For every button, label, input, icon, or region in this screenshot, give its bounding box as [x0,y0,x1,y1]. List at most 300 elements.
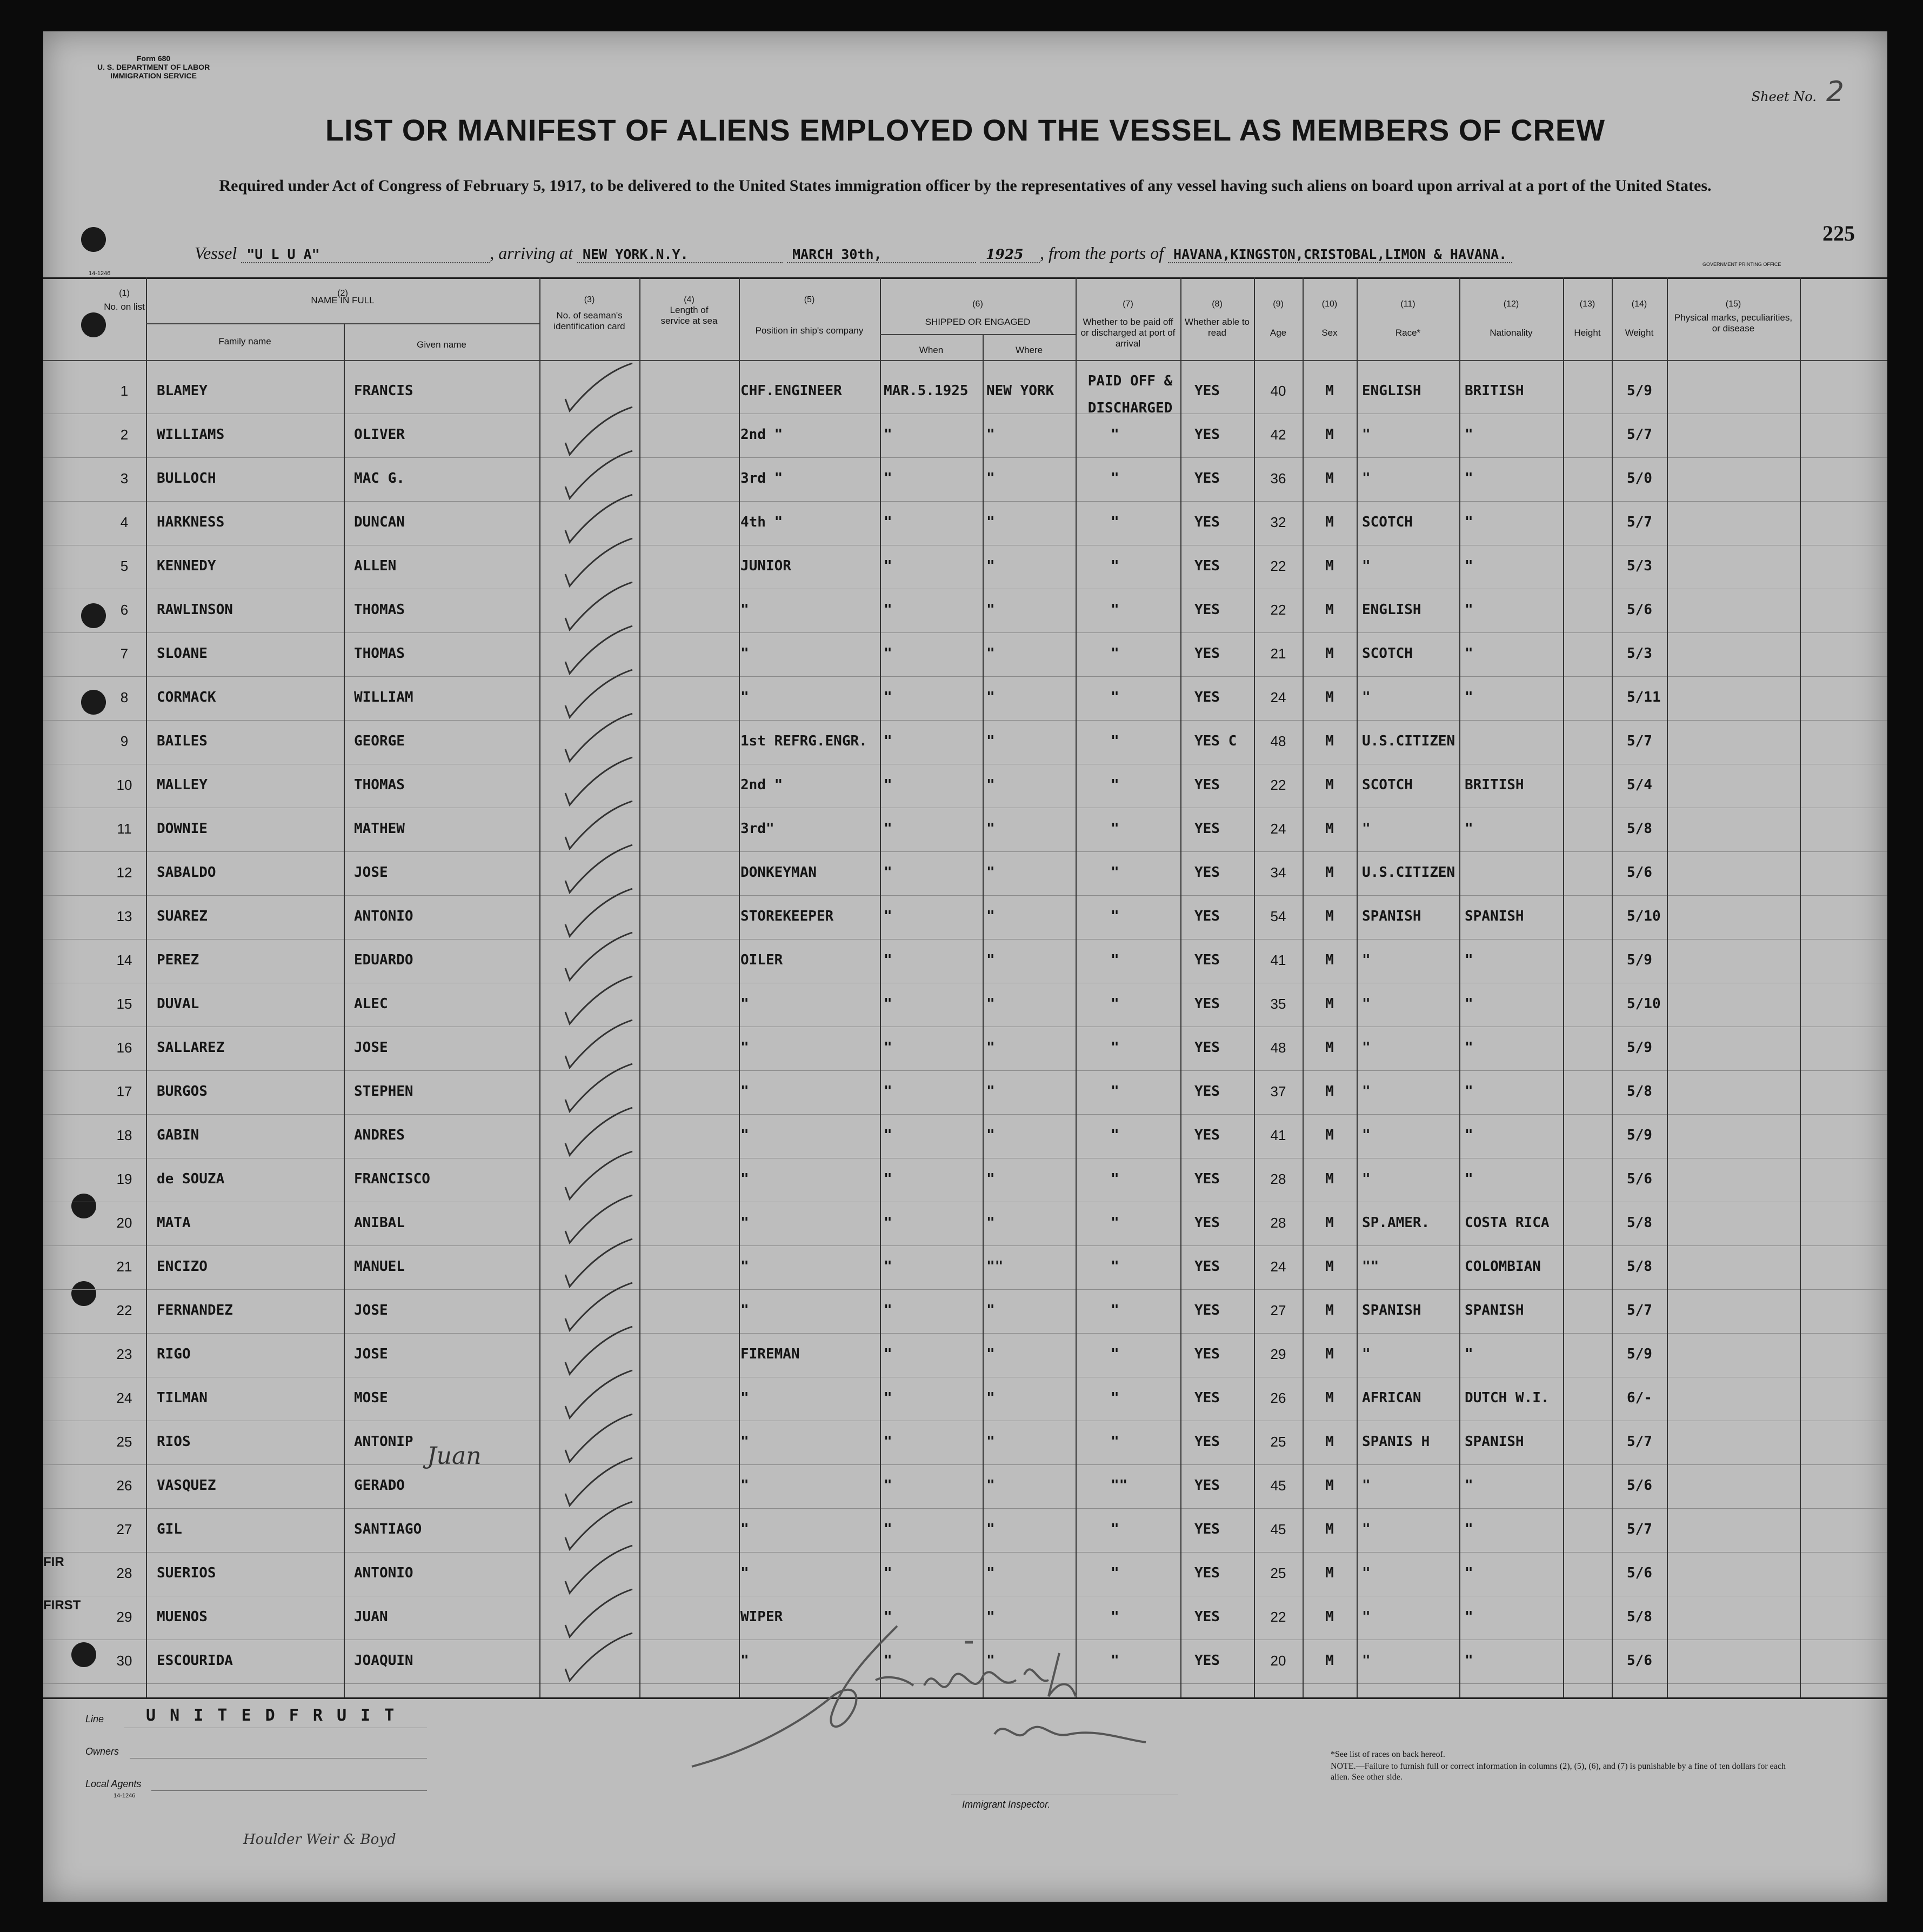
family-name: SLOANE [157,645,208,662]
race: " [1362,470,1371,487]
col-header-age: Age [1270,328,1287,338]
paid-off: " [1111,1390,1119,1406]
given-name: JOSE [354,864,388,881]
shipped-where: " [986,908,995,924]
given-name: OLIVER [354,427,405,443]
col-divider [983,334,984,1697]
sex: M [1325,733,1334,749]
age: 42 [1270,427,1286,443]
agents-code: 14-1246 [113,1793,136,1799]
family-name: VASQUEZ [157,1477,216,1494]
position: " [740,1083,749,1100]
age: 27 [1270,1302,1286,1318]
age: 21 [1270,645,1286,662]
shipped-where: " [986,1346,995,1362]
nationality: " [1465,514,1473,530]
col-divider [1357,277,1358,1697]
paid-off: " [1111,821,1119,837]
shipped-where: " [986,514,995,530]
sex: M [1325,1653,1334,1669]
height: 5/0 [1627,470,1652,487]
given-name: THOMAS [354,602,405,618]
race: SCOTCH [1362,777,1413,793]
race: " [1362,1083,1371,1100]
able-to-read: YES [1194,1215,1220,1231]
row-number: 16 [116,1040,132,1056]
table-top-rule [43,277,1887,279]
sex: M [1325,908,1334,924]
shipped-where: " [986,1083,995,1100]
sex: M [1325,1390,1334,1406]
race: " [1362,1346,1371,1362]
row-number: 19 [116,1171,132,1187]
line-value: U N I T E D F R U I T [146,1706,397,1725]
shipped-when: " [884,1171,892,1187]
paid-off: " [1111,996,1119,1012]
paid-off: " [1111,864,1119,881]
height: 5/4 [1627,777,1652,793]
race: SPANISH [1362,908,1421,924]
shipped-when: " [884,645,892,662]
position: " [740,1653,749,1669]
paid-off: " [1111,777,1119,793]
row-number: 8 [120,689,129,705]
row-rule [43,720,1887,721]
family-name: CORMACK [157,689,216,705]
shipped-where: " [986,1609,995,1625]
age: 34 [1270,864,1286,881]
height: 5/8 [1627,1083,1652,1100]
row-number: 2 [120,427,129,443]
shipped-where: " [986,645,995,662]
col-header-shipped: SHIPPED OR ENGAGED [925,317,1031,327]
shipped-when: " [884,777,892,793]
race: " [1362,1171,1371,1187]
sex: M [1325,689,1334,705]
paid-off: " [1111,908,1119,924]
check-mark [562,1631,638,1685]
shipped-when: MAR.5.1925 [884,383,969,399]
sex: M [1325,777,1334,793]
position: WIPER [740,1609,783,1625]
race: ENGLISH [1362,602,1421,618]
shipped-where: " [986,427,995,443]
paid-off: " [1111,1171,1119,1187]
paid-off: " [1111,1565,1119,1581]
height: 5/11 [1627,689,1661,705]
given-name: MANUEL [354,1258,405,1275]
family-name: BULLOCH [157,470,216,487]
able-to-read: YES [1194,996,1220,1012]
given-name: MOSE [354,1390,388,1406]
position: " [740,1127,749,1143]
position: 2nd " [740,777,783,793]
shipped-where: " [986,1302,995,1318]
paid-off: " [1111,558,1119,574]
age: 40 [1270,383,1286,399]
shipped-when: " [884,733,892,749]
manifest-sheet: Form 680 U. S. DEPARTMENT OF LABOR IMMIGRATION SERVICE Sheet No. 2 LIST OR MANIFEST OF ALIENS EMPLOYED ON THE VESSEL AS MEMBERS OF CREW Required under Act of Congress of February 5, 1917, to be delivered to the United States immigration officer by the representatives of any vessel having such aliens on board upon arrival at a port of the United States. 225 Vessel "U L U A" , arriving at NEW YORK.N.Y. MARCH 30th, 1925 , from the ports of HAVANA,KINGSTON,CRISTOBAL,LIMON & HAVANA. 14-1246 GOVERNMENT PRINTING OFFICE (1) No. on list (2) NAME IN FULL Family name Given name (3) No. of seaman's identification card (4) Length of service at sea (5) Position in ship's company (6) SHIPPED OR ENGAGED When Where (7) Whether to be paid off or discharged at port of arrival (8) Whether able to read (9) Age (10) Sex (11) Race* (12) Nationality (13) Height (14) Weight (15) Physical marks, peculiarities, or disease PAID OFF & DISCHARGED 1 BLAMEY FRANCIS CHF.ENGINEER MAR.5.1925 NEW YORK YES 40 M ENGLISH BRITISH 5/9 2 WILLIAMS OLIVER 2nd " " " " YES 42 M " " 5/7 3 BULLOCH MAC G. 3rd " " " " YES 36 M " " 5/0 4 HARKNESS DUNCAN 4th " " " " YES 32 M SCOTCH " 5/7 5 KENNEDY ALLEN JUNIOR " " " YES 22 M " " 5/3 6 RAWLINSON THOMAS " " " " YES 22 M ENGLISH " 5/6 7 SLOANE THOMAS " " " " YES 21 M SCOTCH " 5/3 8 CORMACK WILLIAM " " " " YES 24 M " " 5/11 9 BAILES GEORGE 1st REFRG.ENGR. " " " YES C 48 M U.S.CITIZEN 5/7 10 MALLEY THOMAS 2nd " " " " YES 22 M SCOTCH BRITISH 5/4 11 DOWNIE MATHEW 3rd" " " " YES 24 M " " 5/8 12 SABALDO JOSE DONKEYMAN " " " YES 34 M U.S.CITIZEN 5/6 13 SUAREZ ANTONIO STOREKEEPER " " " YES 54 M SPANISH SPANISH 5/10 14 PEREZ EDUARDO OILER " " " YES 41 M " " 5/9 15 DUVAL ALEC " " " " YES 35 M " " 5/10 16 SALLAREZ JOSE " " " " YES 48 M " " 5/9 17 BURGOS STEPHEN " " " " YES 37 M " " 5/8 18 GABIN ANDRES " " " " YES 41 M " " 5/9 19 de SOUZA FRANCISCO " " " " YES 28 M " " 5/6 20 MATA ANIBAL " " " " YES 28 M SP.AMER. COSTA RICA 5/8 21 ENCIZO MANUEL " " "" " YES 24 M "" COLOMBIAN 5/8 22 FERNANDEZ JOSE " " " " YES 27 M SPANISH SPANISH 5/7 23 RIGO JOSE FIREMAN " " " YES 29 M " " 5/9 24 TILMAN MOSE " " " " YES 26 M AFRICAN DUTCH W.I. 6/- 25 RIOS ANTONIP " " " " YES 25 M SPANIS H SPANISH 5/7 26 VASQUEZ GERADO " " " "" YES 45 M " " 5/6 27 GIL SANTIAGO " " " " YES 45 M " " 5/7 28 SUERIOS ANTONIO " " " " YES 25 M " " 5/6 29 MUENOS JUAN WIPER " " " YES 22 M " " 5/8 30 ESCOURIDA JOAQUIN " " " " YES 20 M " " 5/6 Juan FIR FIRST Line U N I T E D F R U I T Owners Local Agents 14-1246 Immigrant Inspector. *See list of races on back hereof. NOTE.—Failure to furnish full or correct information in columns (2), (5), (6), and (7) is punishable by a fine of ten dollars for each alien. See other side. Houlder Weir & Boyd [43,31,1887,1902]
col-header-family: Family name [218,336,271,347]
sex: M [1325,1215,1334,1231]
agents-underline [151,1790,427,1791]
shipped-when: " [884,1258,892,1275]
family-name: KENNEDY [157,558,216,574]
able-to-read: YES [1194,1653,1220,1669]
height: 5/6 [1627,1565,1652,1581]
paid-off: " [1111,645,1119,662]
height: 5/7 [1627,427,1652,443]
able-to-read: YES [1194,383,1220,399]
given-name: GEORGE [354,733,405,749]
family-name: MUENOS [157,1609,208,1625]
able-to-read: YES [1194,821,1220,837]
nationality: DUTCH W.I. [1465,1390,1550,1406]
nationality: " [1465,602,1473,618]
shipped-where: " [986,1390,995,1406]
col-divider [639,277,640,1697]
height: 5/10 [1627,908,1661,924]
given-name: ANIBAL [354,1215,405,1231]
given-name: DUNCAN [354,514,405,530]
shipped-where: " [986,1171,995,1187]
family-name: FERNANDEZ [157,1302,233,1318]
given-name: GERADO [354,1477,405,1494]
able-to-read: YES [1194,1258,1220,1275]
sex: M [1325,1302,1334,1318]
paid-off: " [1111,1653,1119,1669]
age: 24 [1270,1258,1286,1275]
age: 41 [1270,1127,1286,1143]
height: 5/9 [1627,1346,1652,1362]
nationality: COLOMBIAN [1465,1258,1541,1275]
given-name: ANTONIO [354,908,413,924]
given-name: ALEC [354,996,388,1012]
paid-off: " [1111,602,1119,618]
able-to-read: YES [1194,1477,1220,1494]
nationality: " [1465,1521,1473,1537]
sex: M [1325,996,1334,1012]
family-name: HARKNESS [157,514,225,530]
family-name: WILLIAMS [157,427,225,443]
able-to-read: YES [1194,777,1220,793]
able-to-read: YES [1194,1565,1220,1581]
paid-off: " [1111,1083,1119,1100]
position: 3rd " [740,470,783,487]
shipped-where: " [986,777,995,793]
able-to-read: YES [1194,645,1220,662]
sex: M [1325,602,1334,618]
race: U.S.CITIZEN [1362,864,1455,881]
height: 5/9 [1627,383,1652,399]
paid-off-line-1: PAID OFF & [1087,373,1173,389]
row-number: 9 [120,733,129,749]
race: " [1362,952,1371,968]
col-divider [146,277,147,1697]
row-number: 12 [116,864,132,881]
nationality: SPANISH [1465,1302,1524,1318]
col-header-race: Race* [1395,328,1421,338]
sex: M [1325,1127,1334,1143]
col-header-sex: Sex [1321,328,1338,338]
nationality: " [1465,1346,1473,1362]
shipped-where: " [986,558,995,574]
col-divider [880,277,881,1697]
col-header-nationality: Nationality [1490,328,1533,338]
race: SCOTCH [1362,645,1413,662]
col-divider [1459,277,1460,1697]
govt-print: GOVERNMENT PRINTING OFFICE [1702,262,1781,267]
margin-label-29: FIR [43,1555,64,1569]
position: " [740,1565,749,1581]
age: 32 [1270,514,1286,530]
family-name: ENCIZO [157,1258,208,1275]
family-name: de SOUZA [157,1171,225,1187]
nationality: " [1465,427,1473,443]
paid-off: " [1111,1434,1119,1450]
header-divider [43,360,1887,361]
age: 24 [1270,689,1286,705]
age: 41 [1270,952,1286,968]
punch-hole [81,227,106,252]
row-number: 3 [120,470,129,487]
sex: M [1325,1171,1334,1187]
nationality: BRITISH [1465,777,1524,793]
given-name: STEPHEN [354,1083,413,1100]
height: 5/3 [1627,558,1652,574]
sex: M [1325,1346,1334,1362]
sex: M [1325,427,1334,443]
nationality: BRITISH [1465,383,1524,399]
shipped-when: " [884,689,892,705]
race: " [1362,427,1371,443]
paid-off: " [1111,1215,1119,1231]
shipped-when: " [884,1083,892,1100]
age: 25 [1270,1565,1286,1581]
race: " [1362,821,1371,837]
able-to-read: YES [1194,908,1220,924]
given-name: THOMAS [354,645,405,662]
age: 22 [1270,777,1286,793]
position: FIREMAN [740,1346,800,1362]
shipped-when: " [884,1346,892,1362]
nationality: " [1465,1565,1473,1581]
row-number: 23 [116,1346,132,1362]
family-name: RAWLINSON [157,602,233,618]
able-to-read: YES [1194,1434,1220,1450]
row-rule [43,1289,1887,1290]
position: " [740,1477,749,1494]
position: " [740,1521,749,1537]
family-name: GIL [157,1521,182,1537]
sex: M [1325,1083,1334,1100]
able-to-read: YES [1194,1302,1220,1318]
shipped-where: " [986,1040,995,1056]
col-header-when: When [919,345,944,355]
given-name: JOAQUIN [354,1653,413,1669]
row-number: 28 [116,1565,132,1581]
shipped-when: " [884,470,892,487]
race: " [1362,1040,1371,1056]
col-divider [1612,277,1613,1697]
able-to-read: YES [1194,558,1220,574]
height: 5/6 [1627,864,1652,881]
shipped-when: " [884,427,892,443]
position: " [740,1171,749,1187]
given-name: THOMAS [354,777,405,793]
vessel-name: "U L U A" [241,247,490,263]
height: 5/10 [1627,996,1661,1012]
nationality: COSTA RICA [1465,1215,1550,1231]
position: " [740,602,749,618]
race: " [1362,1477,1371,1494]
row-number: 4 [120,514,129,530]
paid-off: " [1111,1521,1119,1537]
family-name: MATA [157,1215,191,1231]
col-header-weight: Weight [1625,328,1654,338]
family-name: BLAMEY [157,383,208,399]
height: 5/8 [1627,821,1652,837]
sex: M [1325,1521,1334,1537]
sex: M [1325,1609,1334,1625]
row-rule [43,676,1887,677]
position: CHF.ENGINEER [740,383,842,399]
shipped-when: " [884,1302,892,1318]
paid-off: " [1111,470,1119,487]
punch-hole [71,1642,96,1667]
height: 5/8 [1627,1609,1652,1625]
col-header-read: Whether able to read [1184,317,1250,338]
shipped-when: " [884,1215,892,1231]
position: " [740,689,749,705]
able-to-read: YES [1194,1609,1220,1625]
nationality: " [1465,1127,1473,1143]
races-note: *See list of races on back hereof. [1331,1750,1445,1759]
row-number: 13 [116,908,132,924]
sex: M [1325,1477,1334,1494]
shipped-where: " [986,689,995,705]
col-divider [539,277,540,1697]
margin-label-30: FIRST [43,1598,81,1613]
row-rule [43,1464,1887,1465]
family-name: SABALDO [157,864,216,881]
paid-off: " [1111,427,1119,443]
position: DONKEYMAN [740,864,817,881]
able-to-read: YES [1194,1171,1220,1187]
height: 6/- [1627,1390,1652,1406]
position: 2nd " [740,427,783,443]
row-rule [43,1552,1887,1553]
shipped-when: " [884,1390,892,1406]
age: 22 [1270,1609,1286,1625]
height: 5/8 [1627,1215,1652,1231]
shipped-when: " [884,1521,892,1537]
race: " [1362,1521,1371,1537]
paid-off: " [1111,1258,1119,1275]
given-name: FRANCIS [354,383,413,399]
col-header-given: Given name [417,339,466,350]
able-to-read: YES [1194,1521,1220,1537]
position: " [740,996,749,1012]
age: 29 [1270,1346,1286,1362]
shipped-when: " [884,514,892,530]
row-number: 1 [120,383,129,399]
position: " [740,1434,749,1450]
paid-off: " [1111,733,1119,749]
col-divider [1180,277,1181,1697]
race: " [1362,1127,1371,1143]
paid-off: " [1111,1127,1119,1143]
penalty-note: NOTE.—Failure to furnish full or correct information in columns (2), (5), (6), and (7) is punishable by a fine of ten dollars for each alien. See other side. [1331,1762,1786,1782]
sex: M [1325,645,1334,662]
height: 5/3 [1627,645,1652,662]
able-to-read: YES [1194,602,1220,618]
shipped-where: " [986,1653,995,1669]
position: " [740,1258,749,1275]
height: 5/9 [1627,1127,1652,1143]
nationality: " [1465,470,1473,487]
able-to-read: YES C [1194,733,1237,749]
height: 5/9 [1627,952,1652,968]
race: " [1362,558,1371,574]
shipped-where: " [986,1434,995,1450]
age: 20 [1270,1653,1286,1669]
row-number: 5 [120,558,129,574]
col-header-paid-off: Whether to be paid off or discharged at port of arrival [1080,317,1176,349]
punch-hole [71,1281,96,1306]
row-rule [43,501,1887,502]
given-name: MATHEW [354,821,405,837]
shipped-when: " [884,952,892,968]
shipped-when: " [884,1653,892,1669]
inspector-label: Immigrant Inspector. [962,1799,1051,1810]
sex: M [1325,470,1334,487]
col-header-id-card: No. of seaman's identification card [553,310,625,331]
age: 48 [1270,1040,1286,1056]
family-name: DOWNIE [157,821,208,837]
age: 28 [1270,1171,1286,1187]
age: 25 [1270,1434,1286,1450]
nationality: " [1465,558,1473,574]
col-header-no: No. on list [104,302,145,312]
family-name: PEREZ [157,952,199,968]
sex: M [1325,1040,1334,1056]
height: 5/7 [1627,514,1652,530]
col-divider [1076,277,1077,1697]
owners-label: Owners [85,1746,119,1757]
row-number: 30 [116,1653,132,1669]
height: 5/7 [1627,1302,1652,1318]
name-subhead-rule [146,323,539,324]
position: " [740,645,749,662]
shipped-where: " [986,1127,995,1143]
shipped-subhead-rule [880,334,1076,335]
shipped-where: " [986,470,995,487]
race: SPANIS H [1362,1434,1430,1450]
able-to-read: YES [1194,1040,1220,1056]
able-to-read: YES [1194,427,1220,443]
sex: M [1325,821,1334,837]
nationality: " [1465,1477,1473,1494]
row-number: 22 [116,1302,132,1318]
family-name: SUERIOS [157,1565,216,1581]
sheet-number: Sheet No. 2 [1751,76,1844,108]
given-name: JOSE [354,1346,388,1362]
family-name: RIGO [157,1346,191,1362]
row-number: 15 [116,996,132,1012]
shipped-where: "" [986,1258,1004,1275]
shipped-when: " [884,602,892,618]
